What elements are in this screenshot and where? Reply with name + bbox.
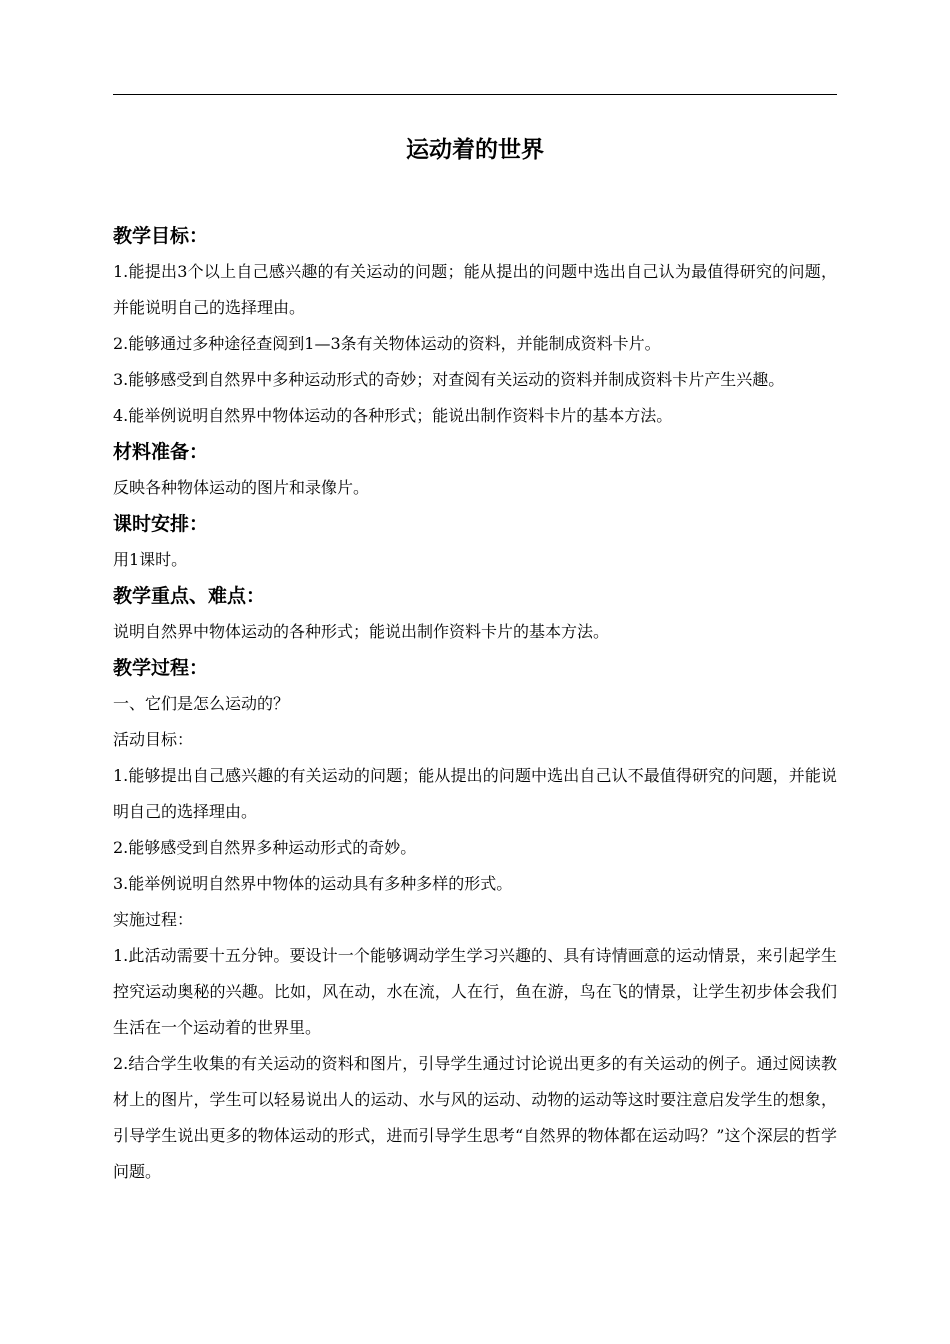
objective-item-3: 3.能够感受到自然界中多种运动形式的奇妙；对查阅有关运动的资料并制成资料卡片产生兴趣。 — [113, 370, 785, 389]
objective-item-4: 4.能举例说明自然界中物体运动的各种形式；能说出制作资料卡片的基本方法。 — [113, 406, 673, 425]
activity-goal-3: 3.能举例说明自然界中物体的运动具有多种多样的形式。 — [113, 874, 513, 893]
process-heading: 教学过程： — [113, 657, 209, 679]
objectives-heading: 教学目标： — [113, 225, 209, 247]
document-title: 运动着的世界 — [406, 137, 544, 163]
key-points-heading: 教学重点、难点： — [113, 585, 266, 607]
objective-item-2: 2.能够通过多种途径查阅到1—3条有关物体运动的资料，并能制成资料卡片。 — [113, 334, 661, 353]
process-part1-title: 一、它们是怎么运动的？ — [113, 694, 290, 713]
document-body — [113, 128, 837, 1190]
schedule-text: 用1课时。 — [113, 550, 188, 569]
materials-heading: 材料准备： — [113, 441, 209, 463]
activity-goal-1: 1.能够提出自己感兴趣的有关运动的问题；能从提出的问题中选出自己认不最值得研究的问题，并能说明自己的选择理由。 — [113, 766, 837, 821]
activity-goal-label: 活动目标： — [113, 730, 194, 749]
activity-goal-2: 2.能够感受到自然界多种运动形式的奇妙。 — [113, 838, 417, 857]
header-rule — [113, 94, 837, 95]
objective-item-1: 1.能提出3个以上自己感兴趣的有关运动的问题；能从提出的问题中选出自己认为最值得研究的问题，并能说明自己的选择理由。 — [113, 262, 837, 317]
schedule-heading: 课时安排： — [113, 513, 209, 535]
materials-text: 反映各种物体运动的图片和录像片。 — [113, 478, 370, 497]
key-points-text: 说明自然界中物体运动的各种形式；能说出制作资料卡片的基本方法。 — [113, 622, 610, 641]
implementation-step-1: 1.此活动需要十五分钟。要设计一个能够调动学生学习兴趣的、具有诗情画意的运动情景，来引起学生控究运动奥秘的兴趣。比如，风在动，水在流，人在行，鱼在游，鸟在飞的情景，让学生初步体会我们生活在一个运动着的世界里。 — [113, 946, 837, 1037]
implementation-step-2: 2.结合学生收集的有关运动的资料和图片，引导学生通过讨论说出更多的有关运动的例子。通过阅读教材上的图片，学生可以轻易说出人的运动、水与风的运动、动物的运动等这时要注意启发学生的想象，引导学生说出更多的物体运动的形式，进而引导学生思考“自然界的物体都在运动吗？”这个深层的哲学问题。 — [113, 1054, 837, 1181]
implementation-label: 实施过程： — [113, 910, 194, 929]
